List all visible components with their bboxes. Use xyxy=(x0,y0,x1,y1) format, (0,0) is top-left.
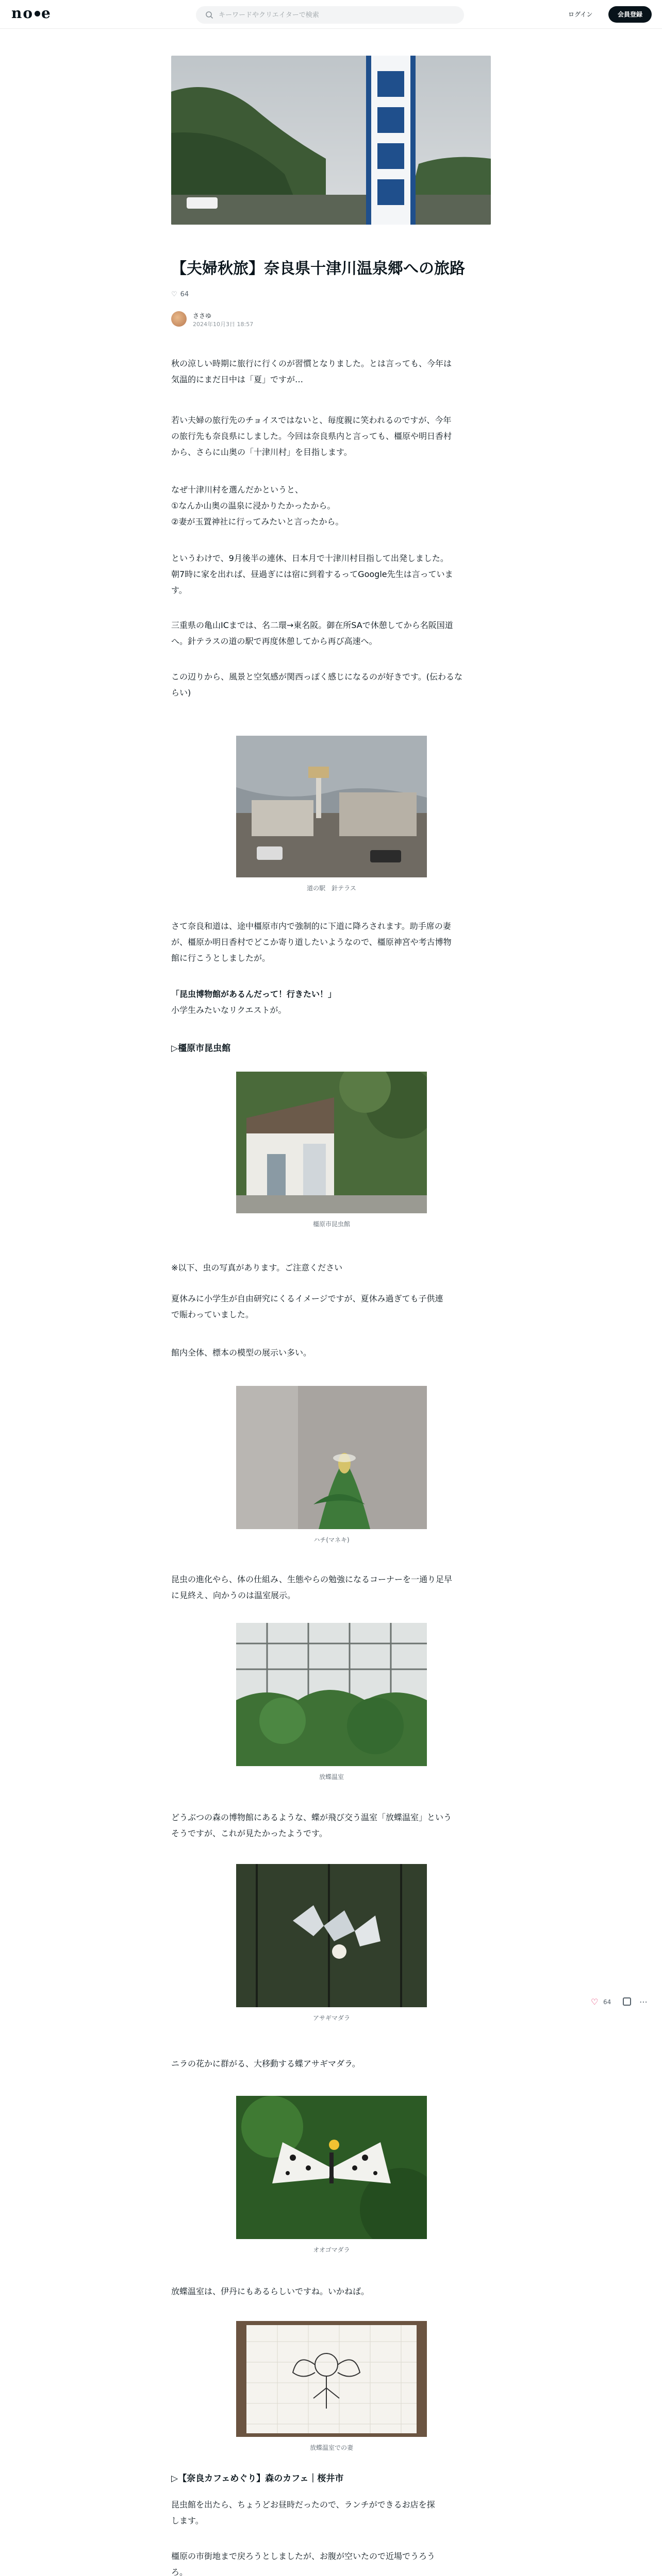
paragraph: さて奈良和道は、途中橿原市内で強制的に下道に降ろされます。助手席の妻 が、橿原か明日香村でどこか寄り道したいようなので、橿原神宮や考古博物 館に行こうとしましたが。 xyxy=(171,921,452,963)
login-button[interactable]: ログイン xyxy=(568,11,593,18)
photo-caption: オオゴマダラ xyxy=(313,2246,350,2253)
paragraph: 橿原の市街地まで戻ろうとしましたが、お腹が空いたので近場でうろう ろ。 xyxy=(171,2551,436,2576)
share-icon[interactable]: ⋯ xyxy=(639,1997,648,2007)
paragraph: 放蝶温室は、伊丹にもあるらしいですね。いかねば。 xyxy=(171,2286,370,2296)
like-count: 64 xyxy=(180,291,189,298)
paragraph: 三重県の亀山ICまでは、名二環→東名阪。御在所SAで休憩してから名阪国道 へ。針テラスの道の駅で再度休憩してから再び高速へ。 xyxy=(171,620,453,647)
paragraph: ニラの花かに群がる、大移動する蝶アサギマダラ。 xyxy=(171,2059,360,2069)
photo-caption: 放蝶温室 xyxy=(319,1773,344,1781)
photo-caption: 橿原市昆虫館 xyxy=(312,1221,350,1228)
post-date: 2024年10月3日 18:57 xyxy=(193,321,254,328)
site-header xyxy=(0,0,662,29)
photo-caption: 道の駅 針テラス xyxy=(307,885,356,892)
photo-caption: アサギマダラ xyxy=(312,2014,350,2022)
photo-paper-kite-butterfly xyxy=(236,2096,427,2254)
paragraph: 「昆虫博物館があるんだって！行きたい！」 小学生みたいなリクエストが。 xyxy=(171,989,337,1015)
article-title: 【夫婦秋旅】奈良県十津川温泉郷への旅路 xyxy=(171,260,465,278)
paragraph: どうぶつの森の博物館にあるような、蝶が飛び交う温室「放蝶温室」という そうですが、これが見たかったようです。 xyxy=(171,1812,452,1839)
avatar[interactable] xyxy=(171,311,187,327)
paragraph: なぜ十津川村を選んだかというと、 ①なんか山奥の温泉に浸かりたかったから。 ②妻が玉置神社に行ってみたいと言ったから。 xyxy=(171,485,344,527)
paragraph: 昆虫館を出たら、ちょうどお昼時だったので、ランチができるお店を探 します。 xyxy=(171,2500,435,2526)
signup-button[interactable]: 会員登録 xyxy=(608,6,652,23)
photo-caption: 放蝶温室での妻 xyxy=(309,2444,353,2451)
photo-roadside-station xyxy=(236,736,427,892)
paragraph: 若い夫婦の旅行先のチョイスではないと、毎度親に笑われるのですが、今年 の旅行先も奈良県にしました。今回は奈良県内と言っても、橿原や明日香村 から、さらに山奥の「十津川村」を目指します。 xyxy=(171,415,452,457)
floating-like-count: 64 xyxy=(603,1998,611,2006)
paragraph: この辺りから、風景と空気感が関西っぽく感じになるのが好きです。(伝わるな らい) xyxy=(171,672,462,698)
search-icon xyxy=(205,11,213,19)
comment-icon[interactable] xyxy=(623,1997,631,2006)
author-name[interactable]: ささゆ xyxy=(193,312,212,319)
photo-wasp xyxy=(236,1386,427,1544)
photo-chestnut-tiger-butterflies xyxy=(236,1864,427,2022)
paragraph: 夏休みに小学生が自由研究にくるイメージですが、夏休み過ぎても子供連 で賑わっていました。 xyxy=(171,1294,443,1320)
note-logo[interactable]: no e xyxy=(11,5,52,22)
like-counter[interactable] xyxy=(171,291,189,298)
floating-actions xyxy=(591,1995,653,2009)
hero-image xyxy=(171,56,491,225)
search-bar[interactable] xyxy=(196,6,464,24)
paragraph: というわけで、9月後半の連休、日本月で十津川村目指して出発しました。 朝7時に家を出れば、昼過ぎには宿に到着するってGoogle先生は言っていま す。 xyxy=(171,553,453,596)
search-input[interactable] xyxy=(219,6,456,24)
photo-caption: ハチ(マネキ) xyxy=(313,1536,350,1544)
heart-icon[interactable]: ♡ xyxy=(591,1997,599,2007)
paragraph-intro: 秋の涼しい時期に旅行に行くのが習慣となりました。とは言っても、今年は 気温的にまだ日中は「夏」ですが… xyxy=(171,359,452,385)
paragraph: 昆虫の進化やら、体の仕組み、生態やらの勉強になるコーナーを一通り足早 に見終え、向かうのは温室展示。 xyxy=(171,1574,452,1601)
section-heading: ▷橿原市昆虫館 xyxy=(171,1043,231,1054)
paragraph: ※以下、虫の写真があります。ご注意ください xyxy=(171,1263,343,1273)
section-heading: ▷【奈良カフェめぐり】森のカフェ｜桜井市 xyxy=(171,2473,344,2484)
photo-insect-museum xyxy=(236,1072,427,1228)
paragraph: 館内全体、標本の模型の展示い多い。 xyxy=(171,1348,312,1358)
photo-notebook-sketch xyxy=(236,2321,427,2452)
author-row xyxy=(171,310,491,329)
photo-greenhouse xyxy=(236,1623,427,1781)
heart-icon: ♡ xyxy=(171,291,177,298)
